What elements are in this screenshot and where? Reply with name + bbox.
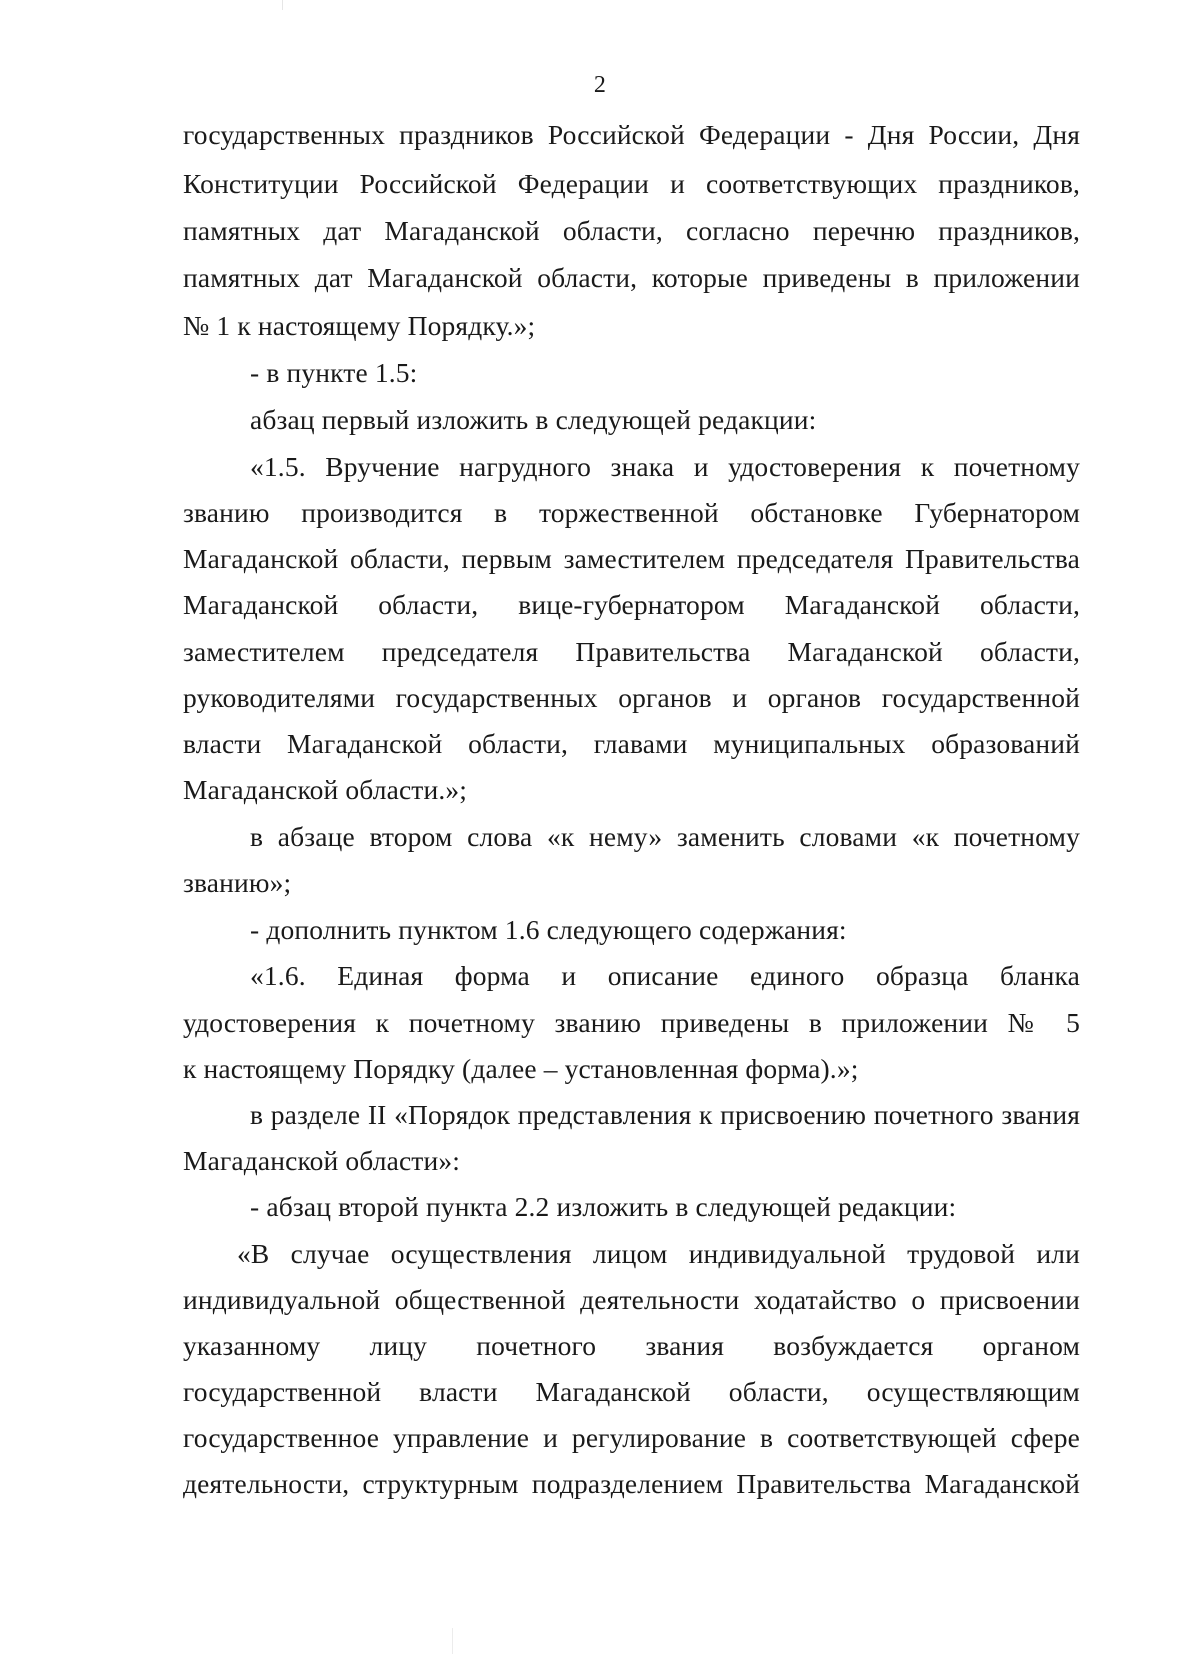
text-line: «В случае осуществления лицом индивидуальной трудовой или bbox=[237, 1238, 1080, 1269]
text-line: абзац первый изложить в следующей редакции: bbox=[250, 404, 817, 435]
text-line: Магаданской области»: bbox=[183, 1145, 461, 1176]
text-line: Магаданской области, первым заместителем председателя Правительства bbox=[183, 543, 1080, 574]
text-line: государственной власти Магаданской области, осуществляющим bbox=[183, 1376, 1080, 1407]
text-line: «1.6. Единая форма и описание единого образца бланка bbox=[250, 960, 1080, 991]
text-line: индивидуальной общественной деятельности ходатайство о присвоении bbox=[183, 1284, 1080, 1315]
scan-edge-mark bbox=[282, 0, 283, 10]
text-line: в разделе II «Порядок представления к присвоению почетного звания bbox=[250, 1099, 1080, 1130]
text-line: удостоверения к почетному званию приведены в приложении № 5 bbox=[183, 1007, 1080, 1038]
text-line: заместителем председателя Правительства Магаданской области, bbox=[183, 636, 1080, 667]
text-line: власти Магаданской области, главами муниципальных образований bbox=[183, 728, 1080, 759]
text-line: государственное управление и регулирование в соответствующей сфере bbox=[183, 1422, 1080, 1453]
text-line: памятных дат Магаданской области, согласно перечню праздников, bbox=[183, 215, 1080, 246]
text-line: памятных дат Магаданской области, которые приведены в приложении bbox=[183, 262, 1080, 293]
text-line: к настоящему Порядку (далее – установленная форма).»; bbox=[183, 1053, 859, 1084]
text-line: званию производится в торжественной обстановке Губернатором bbox=[183, 497, 1080, 528]
text-line: Магаданской области, вице-губернатором Магаданской области, bbox=[183, 589, 1080, 620]
text-line: указанному лицу почетного звания возбуждается органом bbox=[183, 1330, 1080, 1361]
text-line: в абзаце втором слова «к нему» заменить словами «к почетному bbox=[250, 821, 1080, 852]
text-line: государственных праздников Российской Федерации - Дня России, Дня bbox=[183, 119, 1080, 150]
scan-edge-mark bbox=[452, 1628, 453, 1654]
text-line: № 1 к настоящему Порядку.»; bbox=[183, 310, 536, 341]
text-line: руководителями государственных органов и органов государственной bbox=[183, 682, 1080, 713]
text-line: - в пункте 1.5: bbox=[250, 357, 418, 388]
text-line: «1.5. Вручение нагрудного знака и удостоверения к почетному bbox=[250, 451, 1080, 482]
text-line: Конституции Российской Федерации и соответствующих праздников, bbox=[183, 168, 1080, 199]
text-line: - абзац второй пункта 2.2 изложить в следующей редакции: bbox=[250, 1191, 957, 1222]
text-line: - дополнить пунктом 1.6 следующего содержания: bbox=[250, 914, 847, 945]
text-line: деятельности, структурным подразделением Правительства Магаданской bbox=[183, 1468, 1080, 1499]
text-line: Магаданской области.»; bbox=[183, 774, 468, 805]
text-line: званию»; bbox=[183, 867, 292, 898]
page-number: 2 bbox=[593, 72, 607, 98]
